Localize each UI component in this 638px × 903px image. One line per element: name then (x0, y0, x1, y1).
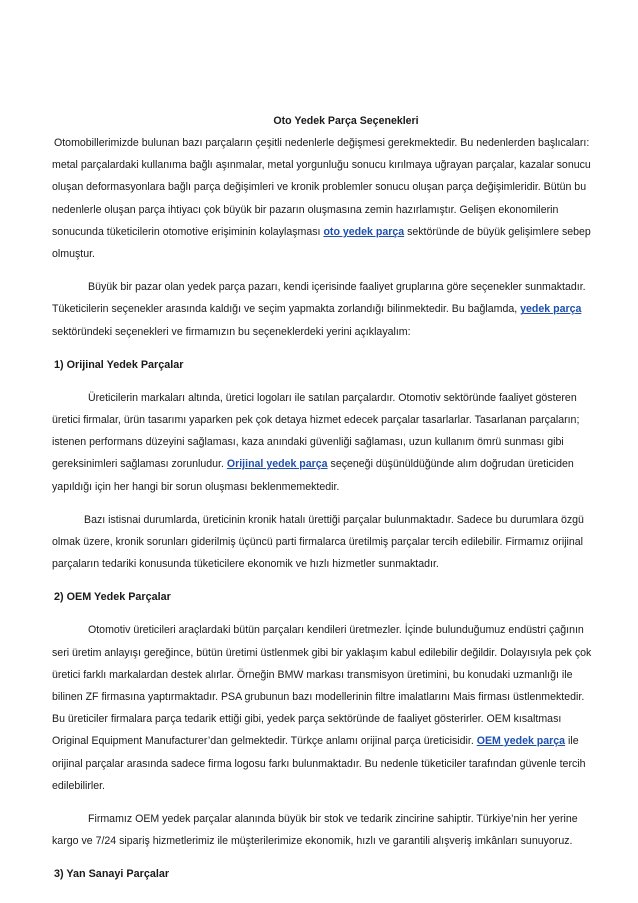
intro-text: Otomobillerimizde bulunan bazı parçaların çeşitli nedenlerle değişmesi gerekmektedir. Bu nedenlerden başlıcaları: metal parçalardaki kullanıma bağlı aşınmalar, metal yorgunluğu sonucu kırılmaya uğrayan parçalar, kazalar sonucu oluşan deformasyonlara bağlı parça değişimleri ve kronik problemler sonucu oluşan parça değişimleridir. Bütün bu nedenlerle oluşan parça ihtiyacı çok büyük bir pazarın oluşmasına zemin hazırlamıştır. Gelişen ekonomilerin sonucunda tüketicilerin otomotive erişiminin kolaylaşması (52, 137, 591, 238)
section-heading-oem: 2) OEM Yedek Parçalar (54, 591, 171, 604)
orijinal-text-end: seçeneği düşünüldüğünde alım doğrudan üreticiden yapıldığı için her hangi bir sorun oluşması beklenmemektedir. (52, 458, 574, 493)
orijinal-paragraph-2: Bazı istisnai durumlarda, üreticinin kronik hatalı ürettiği parçalar bulunmaktadır. Sadece bu durumlara özgü olmak üzere, kronik sorunları giderilmiş üçüncü parti firmalarca üretilmiş parçalar tercih edilebilir. Firmamız orijinal parçaların tedariki konusunda tüketicilere ekonomik ve hızlı hizmetler sunmaktadır. (52, 513, 584, 571)
market-text: Büyük bir pazar olan yedek parça pazarı, kendi içerisinde faaliyet gruplarına göre seçenekler sunmaktadır. Tüketicilerin seçenekler arasında kaldığı ve seçim yapmakta zorlandığı bilinmektedir. Bu bağlamda, (52, 281, 586, 316)
orijinal-yedek-parca-link[interactable]: Orijinal yedek parça (226, 458, 328, 471)
oem-yedek-parca-link[interactable]: OEM yedek parça (476, 735, 566, 748)
market-text-end: sektöründeki seçenekleri ve firmamızın bu seçeneklerdeki yerini açıklayalım: (52, 325, 411, 338)
oem-paragraph-1 (52, 619, 600, 797)
oem-paragraph-2: Firmamız OEM yedek parçalar alanında büyük bir stok ve tedarik zincirine sahiptir. Türkiye’nin her yerine kargo ve 7/24 sipariş hizmetlerimiz ile müşterilerimize ekonomik, hızlı ve garantili alışveriş imkânları sunuyoruz. (52, 813, 578, 848)
market-paragraph (52, 276, 600, 343)
yedek-parca-link[interactable]: yedek parça (520, 303, 582, 316)
intro-paragraph (52, 132, 600, 265)
oem-text-end: ile orijinal parçalar arasında sadece firma logosu farkı bulunmaktadır. Bu nedenle tüketiciler tarafından güvenle tercih edilebilirler. (52, 735, 586, 792)
document-page (52, 110, 600, 896)
intro-text-end: sektöründe de büyük gelişimlere sebep olmuştur. (52, 225, 591, 261)
oto-yedek-parca-link[interactable]: oto yedek parça (323, 225, 405, 238)
document-title: Oto Yedek Parça Seçenekleri (273, 115, 419, 127)
orijinal-text: Üreticilerin markaları altında, üretici logoları ile satılan parçalardır. Otomotiv sektöründe faaliyet gösteren üretici firmalar, ürün tasarımı yaparken pek çok detaya hizmet edecek parçalar tasarlarlar. Tasarlanan parçaların; istenen performans düzeyini sağlaması, kaza anındaki güvenliği sağlaması, uzun kullanım ömrü sunması gibi gereksinimleri sağlaması zorunludur. (52, 391, 580, 471)
oem-text: Otomotiv üreticileri araçlardaki bütün parçaları kendileri üretmezler. İçinde bulunduğumuz endüstri çağının seri üretim anlayışı gereğince, bütün üretimi üstlenmek gibi bir yaklaşım kabul edilebilir değildir. Dolayısıyla pek çok üretici farklı markalardan destek alırlar. Örneğin BMW markası transmisyon üretimini, bu konudaki uzmanlığı ile bilinen ZF firmasına yaptırmaktadır. PSA grubunun bazı modellerinin filtre imalatlarını Mais firması üstlenmektedir. Bu üreticiler firmalara parça tedarik ettiği gibi, yedek parça sektöründe de faaliyet gösterirler. OEM kısaltması Original Equipment Manufacturer’dan gelmektedir. Türkçe anlamı orijinal parça üreticisidir. (52, 624, 592, 748)
orijinal-paragraph-1 (52, 387, 600, 498)
section-heading-orijinal: 1) Orijinal Yedek Parçalar (54, 358, 184, 371)
section-heading-yan-sanayi: 3) Yan Sanayi Parçalar (54, 868, 170, 881)
